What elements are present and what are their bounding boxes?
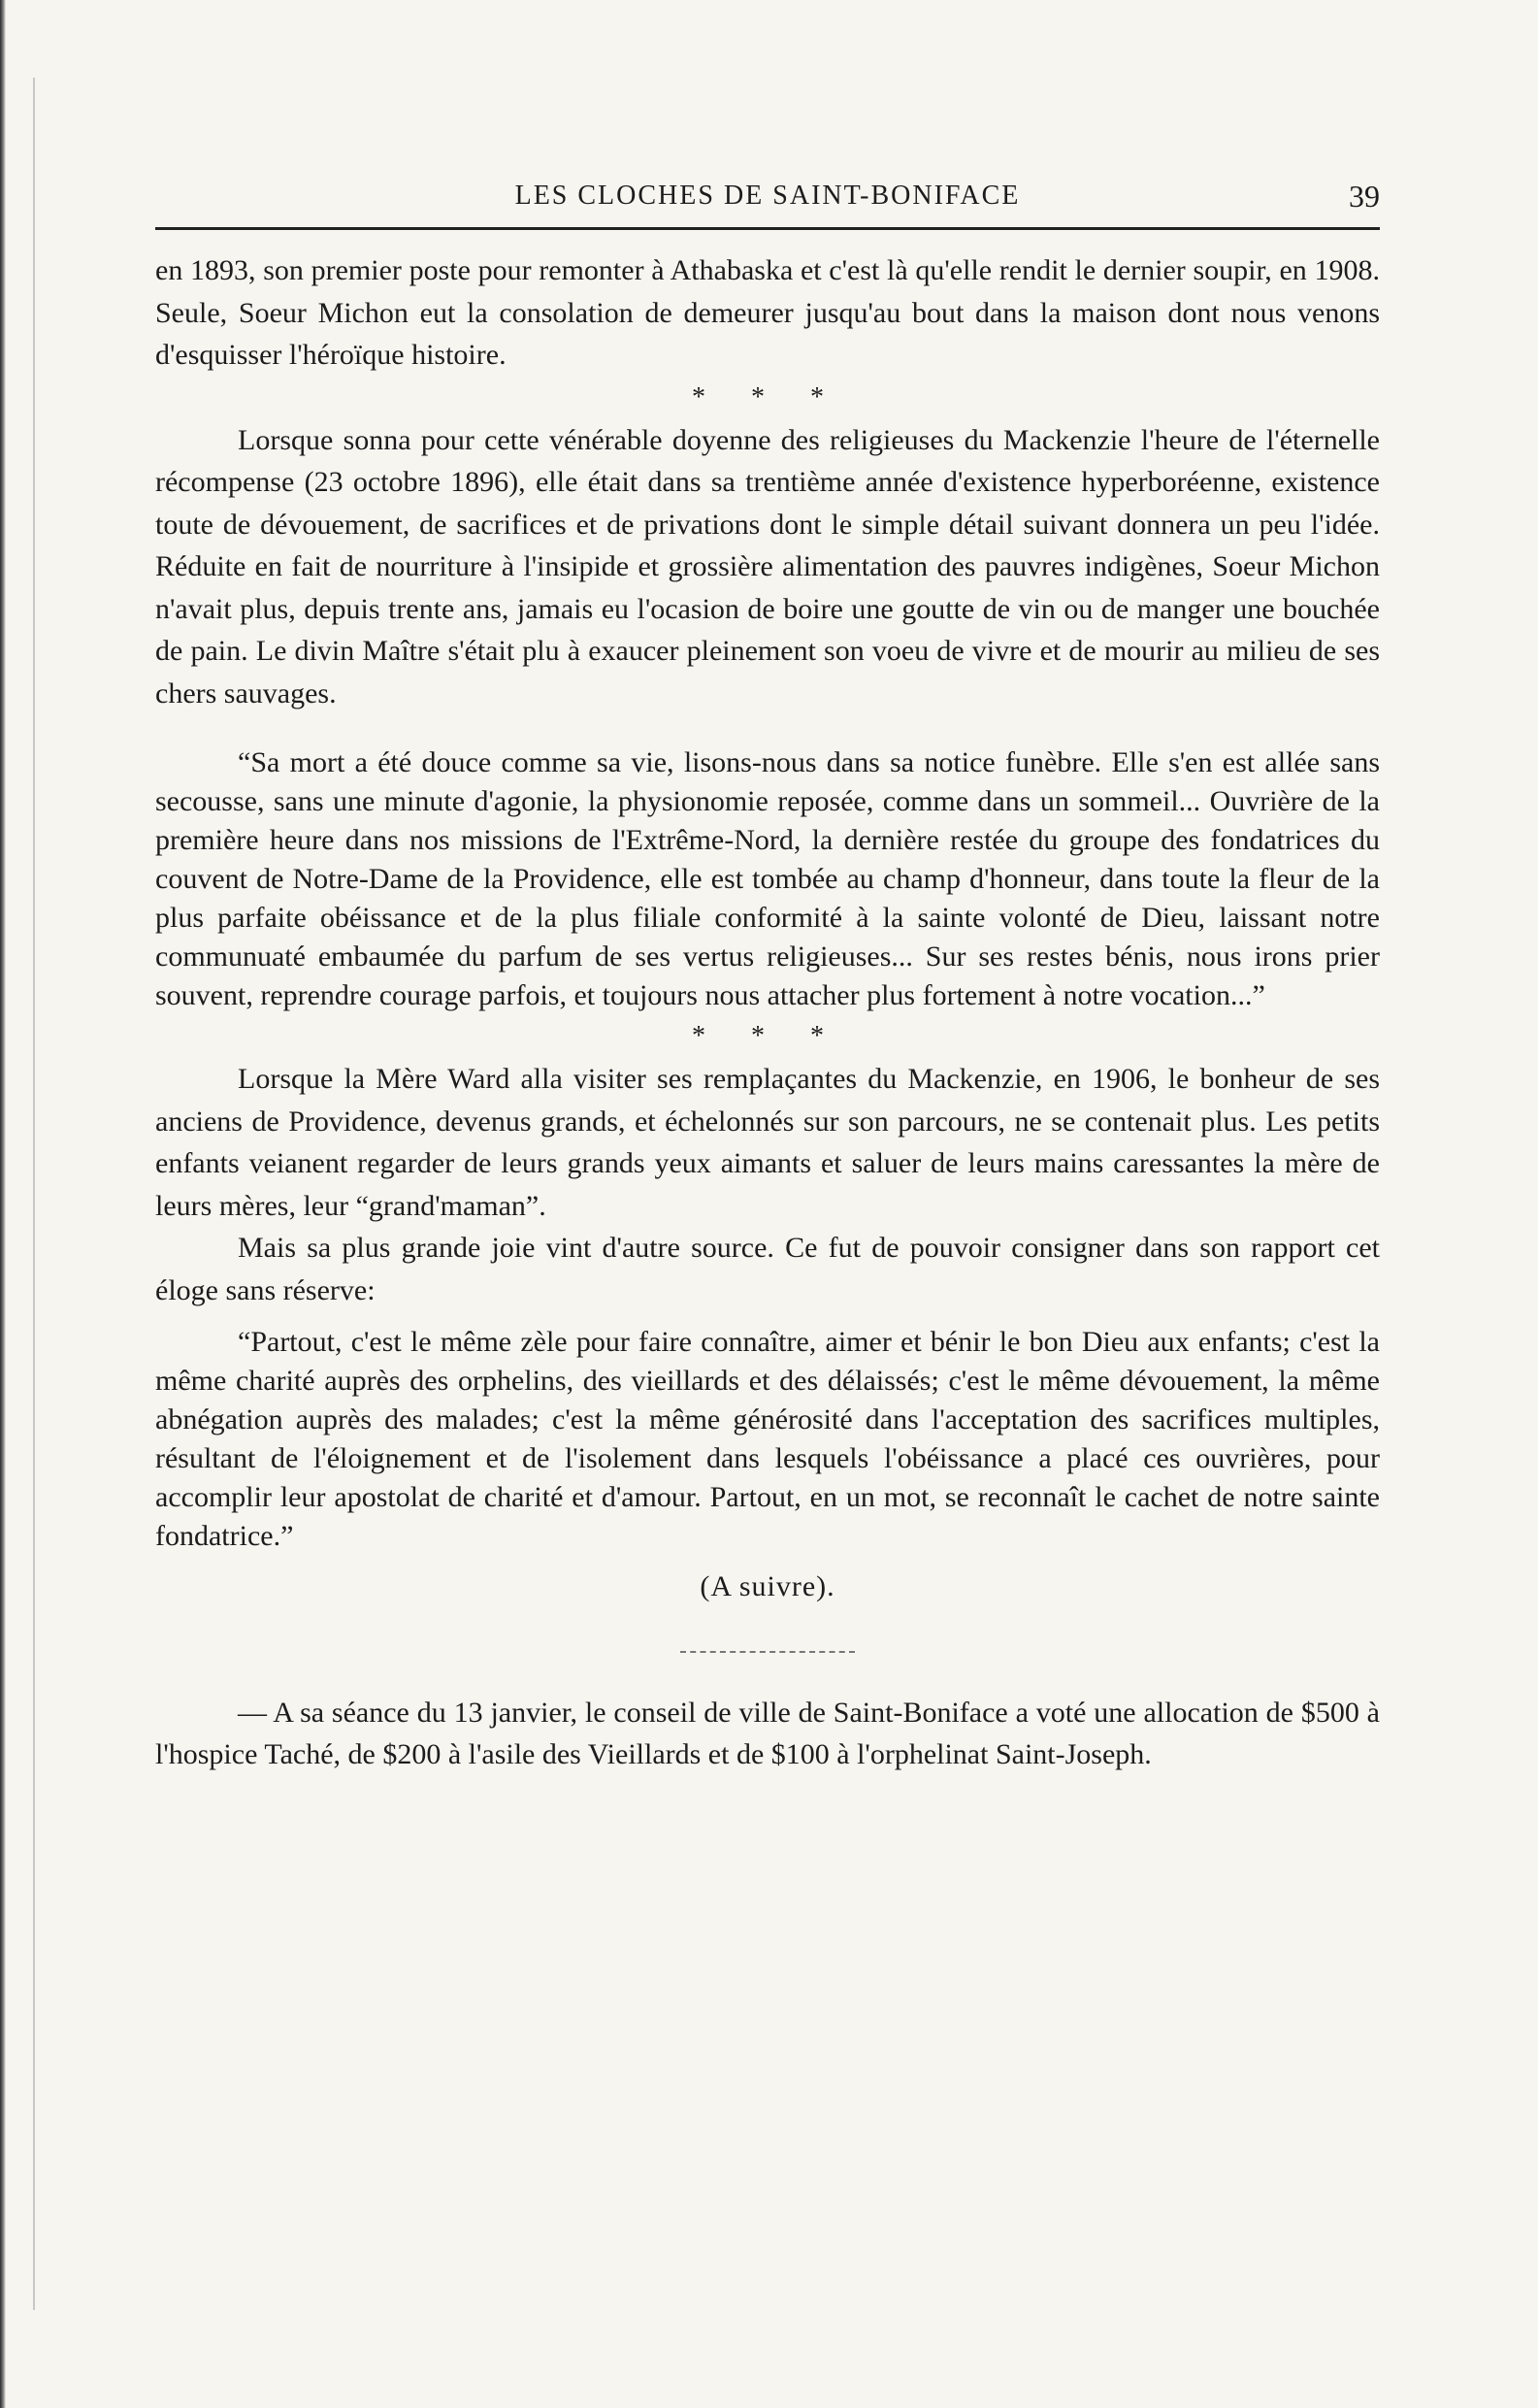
to-be-continued: (A suivre). — [700, 1570, 835, 1602]
section-separator: * * * — [692, 1021, 843, 1051]
spacer — [155, 714, 1380, 743]
page-number: 39 — [1349, 179, 1380, 214]
section-divider-rule — [680, 1651, 855, 1653]
spacer — [155, 1311, 1380, 1323]
running-title: LES CLOCHES DE SAINT-BONIFACE — [514, 181, 1021, 211]
scan-edge-shadow — [0, 0, 6, 2408]
scan-fold-line — [33, 78, 35, 2310]
paragraph-joy: Mais sa plus grande joie vint d'autre source. Ce fut de pouvoir consigner dans son rapport cet éloge sans réserve: — [155, 1232, 1380, 1306]
paragraph-michon-death: Lorsque sonna pour cette vénérable doyenne des religieuses du Mackenzie l'heure de l'éternelle récompense (23 octobre 1896), elle était dans sa trentième année d'existence hyperboréenne, existence toute de dévouement, de sacrifices et de privations dont le simple détail suivant donnera un peu l'idée. Réduite en fait de nourriture à l'insipide et grossière alimentation des pauvres indigènes, Soeur Michon n'avait plus, depuis trente ans, jamais eu l'ocasion de boire une goutte de vin ou de manger une bouchée de pain. Le divin Maître s'était plu à exaucer pleinement son voeu de vivre et de mourir au milieu de ses chers sauvages. — [155, 423, 1380, 709]
section-separator: * * * — [692, 381, 843, 412]
quotation-notice-funebre: “Sa mort a été douce comme sa vie, lisons-nous dans sa notice funèbre. Elle s'en est allée sans secousse, sans une minute d'agonie, la physionomie reposée, comme dans un sommeil... Ouvrière de la première heure dans nos missions de l'Extrême-Nord, la dernière restée du groupe des fondatrices du couvent de Notre-Dame de la Providence, elle est tombée au champ d'honneur, dans toute la fleur de la plus parfaite obéissance et de la plus filiale conformité à la sainte volonté de Dieu, laissant notre communuaté embaumée du parfum de ses vertus religieuses... Sur ses restes bénis, nous irons prier souvent, reprendre courage parfois, et toujours nous attacher plus fortement à notre vocation...” — [155, 746, 1380, 1011]
paragraph-mere-ward-visit: Lorsque la Mère Ward alla visiter ses remplaçantes du Mackenzie, en 1906, le bonheur de ses anciens de Providence, devenus grands, et échelonnés sur son parcours, ne se contenait plus. Les petits enfants veianent regarder de leurs grands yeux aimants et saluer de leurs mains caressantes la mère de leurs mères, leur “grand'maman”. — [155, 1063, 1380, 1222]
news-item-council: — A sa séance du 13 janvier, le conseil de ville de Saint-Boniface a voté une allocation de $500 à l'hospice Taché, de $200 à l'asile des Vieillards et de $100 à l'orphelinat Saint-Joseph. — [155, 1696, 1380, 1770]
page-header — [155, 173, 1380, 230]
quotation-rapport: “Partout, c'est le même zèle pour faire connaître, aimer et bénir le bon Dieu aux enfants; c'est la même charité auprès des orphelins, des vieillards et des délaissés; c'est le même dévouement, la même abnégation auprès des malades; c'est la même générosité dans l'acceptation des sacrifices multiples, résultant de l'éloignement et de l'isolement dans lesquels l'obéissance a placé ces ouvrières, pour accomplir leur apostolat de charité et d'amour. Partout, en un mot, se reconnaît le cachet de notre sainte fondatrice.” — [155, 1326, 1380, 1552]
article-body — [155, 249, 1380, 1608]
book-page — [155, 173, 1380, 1805]
paragraph-continuation: en 1893, son premier poste pour remonter à Athabaska et c'est là qu'elle rendit le dernier soupir, en 1908. Seule, Soeur Michon eut la consolation de demeurer jusqu'au bout dans la maison dont nous venons d'esquisser l'héroïque histoire. — [155, 254, 1380, 371]
